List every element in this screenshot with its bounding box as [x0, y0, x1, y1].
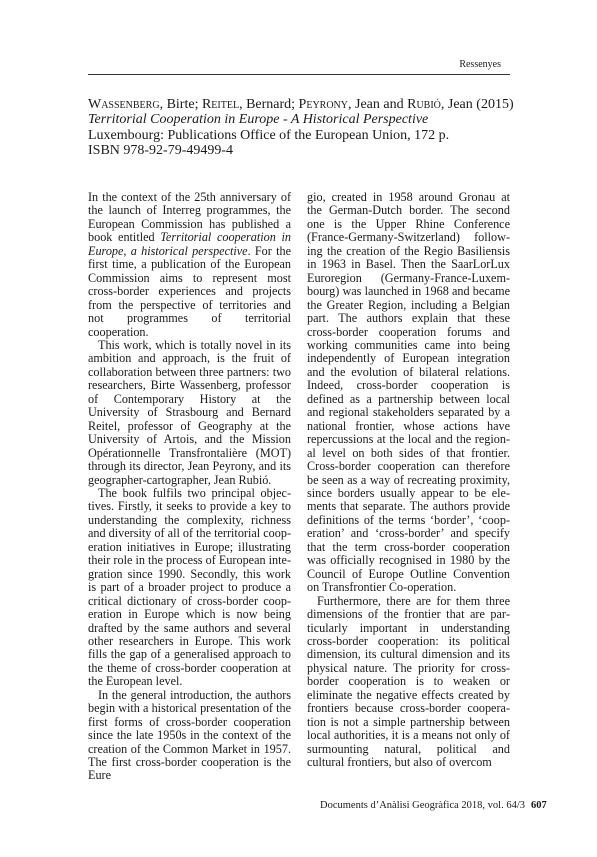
reference-year: (2015) — [476, 97, 514, 112]
author-given: Birte — [166, 97, 195, 112]
paragraph: gio, created in 1958 around Gronau at the German-Dutch border. The second one is the Upper Rhine Conference (France-Germany-Switzerland) following the creation of the Regio Basiliensis in 1963 in Basel. Then the SaarLorLux Euroregion (Germany-France-Luxembourg) was launched in 1968 and became the Greater Region, including a Belgian part. The authors explain that these cross-border cooperation forums and working communities came into being independently of European integration and the evolution of bilateral relations. Indeed, cross-border cooperation is defined as a partnership between local and regional stakeholders separated by a national frontier, whose actions have repercussions at the local and the regional level on both sides of that frontier. Cross-border cooperation can therefore be seen as a way of recreating proximity, since borders usually appear to be elements that separate. The authors provide definitions of the terms ‘border’, ‘cooperation’ and ‘cross-border’ and specify that the term cross-border cooperation was officially recognised in 1980 by the Council of Europe Outline Convention on Transfrontier Co-operation. — [307, 190, 510, 595]
body-column-right — [307, 191, 510, 769]
book-isbn: ISBN 978-92-79-49499-4 — [88, 142, 234, 158]
header-divider — [88, 74, 510, 75]
journal-citation: Documents d’Anàlisi Geogràfica 2018, vol. 64/3 — [320, 800, 525, 811]
page-footer — [320, 800, 547, 811]
book-title: Territorial Cooperation in Europe - A Historical Perspective — [88, 112, 429, 128]
section-label: Ressenyes — [459, 59, 501, 70]
paragraph: The book fulfils two principal objectives. Firstly, it seeks to provide a key to understanding the complexity, richness and diversity of all of the territorial cooperation initiatives in Europe; illustrating their role in the process of European integration since 1990. Secondly, this work is part of a broader project to produce a critical dictionary of cross-border cooperation in Europe which is now being drafted by the same authors and several other researchers in Europe. This work fills the gap of a generalised approach to the theme of cross-border cooperation at the European level. — [88, 485, 291, 689]
book-publisher: Luxembourg: Publications Office of the European Union, 172 p. — [88, 127, 450, 143]
author-surname: Peyrony — [298, 97, 348, 112]
book-reference — [88, 97, 528, 158]
body-column-left — [88, 191, 291, 783]
book-title-inline: Territorial cooperation in Europe, a historical perspective — [88, 230, 291, 258]
author-given: Jean — [355, 97, 380, 112]
author-surname: Rubió — [407, 97, 441, 112]
reference-authors-line: Wassenberg, Birte; Reitel, Bernard; Peyrony, Jean and Rubió, Jean (2015) — [88, 97, 514, 112]
author-surname: Reitel — [201, 97, 240, 112]
author-given: Bernard — [246, 97, 292, 112]
paragraph: Furthermore, there are for them three dimensions of the frontier that are particularly important in understanding cross-border cooperation: its political dimension, its cultural dimension and its physical nature. The priority for cross-border cooperation is to weaken or eliminate the negative effects created by frontiers because cross-border cooperation is not a simple partnership between local authorities, it is a means not only of surmounting natural, political and cultural frontiers, but also of overcom — [307, 593, 510, 770]
author-surname: Wassenberg — [88, 97, 160, 112]
author-given: Jean — [447, 97, 473, 112]
page-number: 607 — [531, 800, 547, 811]
paragraph: In the general introduction, the authors begin with a historical presentation of the first forms of cross-border cooperation since the late 1950s in the context of the creation of the Common Market in 1957. The first cross-border cooperation is the Eure — [88, 687, 291, 783]
paragraph: In the context of the 25th anniversary of the launch of Interreg programmes, the European Commission has published a book entitled Territorial cooperation in Europe, a historical perspective. For the first time, a publication of the European Commission aims to represent most cross-border experiences and projects from the perspective of territories and not programmes of territorial cooperation. — [88, 190, 291, 339]
paragraph: This work, which is totally novel in its ambition and approach, is the fruit of collaboration between three partners: two researchers, Birte Wassenberg, professor of Contemporary History at the University of Strasbourg and Bernard Reitel, professor of Geography at the University of Artois, and the Mission Opérationnelle Transfrontalière (MOT) through its director, Jean Peyrony, and its geographer-cartographer, Jean Rubió. — [88, 337, 291, 487]
